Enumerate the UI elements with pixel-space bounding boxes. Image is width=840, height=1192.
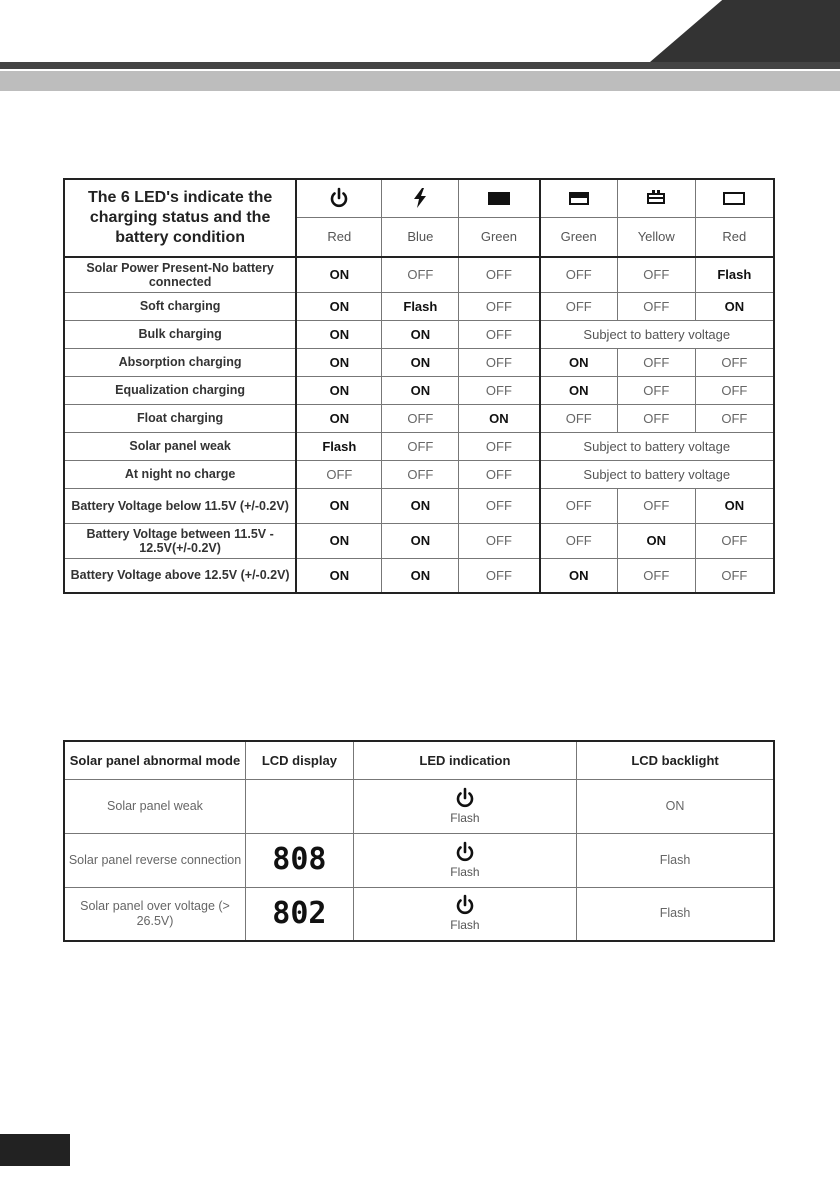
led-state-value: OFF [459,432,540,460]
charging-mode-label: Equalization charging [64,376,296,404]
lcd-display-cell [245,779,353,833]
led-icon-row [64,179,774,217]
led-state-value: OFF [617,292,695,320]
led-state-value: ON [459,404,540,432]
battery-empty-icon [723,192,745,205]
led-state-value: OFF [695,376,774,404]
led-state-value: ON [695,292,774,320]
led-icon-cell [540,179,618,217]
lcd-header: LCD backlight [577,741,774,779]
led-state-value: ON [296,558,382,593]
led-state-value: ON [296,376,382,404]
led-state-value: OFF [459,348,540,376]
lcd-header: LCD display [245,741,353,779]
led-color: Red [296,217,382,257]
lcd-table-row [64,779,774,833]
led-state-value: OFF [540,488,618,523]
led-state-value: Flash [296,432,382,460]
led-state-value: ON [296,320,382,348]
header-rule [0,62,840,69]
led-state-value: ON [617,523,695,558]
led-icon-cell [617,179,695,217]
led-state-value: OFF [382,432,459,460]
charging-mode-label: Battery Voltage above 12.5V (+/-0.2V) [64,558,296,593]
led-state-value: ON [382,376,459,404]
led-icon-cell [695,179,774,217]
lcd-header: Solar panel abnormal mode [64,741,245,779]
led-icon-cell [382,179,459,217]
led-state-value: ON [540,558,618,593]
led-state-value: ON [382,348,459,376]
led-state-value: OFF [617,488,695,523]
charging-mode-label: Solar Power Present-No battery connected [64,257,296,292]
led-color: Red [695,217,774,257]
battery-half-icon [647,193,665,204]
led-state-value: ON [382,320,459,348]
led-state-value: OFF [296,460,382,488]
lcd-header-row [64,741,774,779]
led-state-value: OFF [540,292,618,320]
led-status-table [63,178,775,594]
led-table-row [64,376,774,404]
charging-mode-label: At night no charge [64,460,296,488]
led-table-row [64,348,774,376]
power-icon [455,894,475,916]
charging-mode-label: Soft charging [64,292,296,320]
led-color: Green [540,217,618,257]
led-state-value: OFF [617,348,695,376]
led-state-value: OFF [617,558,695,593]
charging-mode-label: Solar panel weak [64,432,296,460]
abnormal-mode-label: Solar panel over voltage (> 26.5V) [64,887,245,941]
lcd-display-cell [245,833,353,887]
led-indication-cell [353,887,576,941]
power-icon [329,187,349,209]
charging-mode-label: Battery Voltage between 11.5V - 12.5V(+/-0.2V) [64,523,296,558]
charging-mode-label: Absorption charging [64,348,296,376]
led-state-value: OFF [695,558,774,593]
led-state-value: OFF [382,404,459,432]
led-indication-cell [353,833,576,887]
led-state-value: OFF [459,558,540,593]
header-band [0,71,840,91]
led-indication-text: Flash [450,918,480,933]
power-icon [455,841,475,863]
led-table-row [64,558,774,593]
led-state-value: OFF [695,348,774,376]
abnormal-mode-label: Solar panel weak [64,779,245,833]
led-state-value: ON [540,348,618,376]
led-state-value: OFF [382,257,459,292]
led-state-value: OFF [617,257,695,292]
lcd-segment-readout: 802 [272,895,327,931]
led-state-value: ON [296,488,382,523]
led-state-value: OFF [617,376,695,404]
led-table-row [64,404,774,432]
led-state-value: ON [382,488,459,523]
led-table-row [64,320,774,348]
battery-full-icon [488,192,510,205]
battery-top-icon [569,192,589,205]
led-state-value: ON [382,558,459,593]
led-state-value: OFF [459,376,540,404]
led-state-value: Flash [695,257,774,292]
led-state-value: ON [296,292,382,320]
lcd-display-cell [245,887,353,941]
led-state-value: ON [382,523,459,558]
led-state-value: OFF [459,460,540,488]
led-table-row [64,523,774,558]
led-state-span: Subject to battery voltage [540,432,774,460]
charging-mode-label: Float charging [64,404,296,432]
led-state-value: OFF [617,404,695,432]
led-indication-cell [353,779,576,833]
lcd-table-row [64,887,774,941]
led-state-value: OFF [459,320,540,348]
lcd-table-row [64,833,774,887]
lcd-segment-readout: 808 [272,842,327,877]
led-state-span: Subject to battery voltage [540,460,774,488]
led-color: Blue [382,217,459,257]
page-number-block [0,1134,70,1166]
charging-mode-label: Battery Voltage below 11.5V (+/-0.2V) [64,488,296,523]
led-state-value: OFF [540,257,618,292]
led-table-row [64,292,774,320]
led-state-value: ON [695,488,774,523]
led-color: Yellow [617,217,695,257]
led-table-row [64,488,774,523]
led-color: Green [459,217,540,257]
led-state-value: ON [540,376,618,404]
lcd-header: LED indication [353,741,576,779]
led-state-value: OFF [459,257,540,292]
charging-mode-label: Bulk charging [64,320,296,348]
led-table-row [64,460,774,488]
led-state-value: ON [296,257,382,292]
led-state-span: Subject to battery voltage [540,320,774,348]
abnormal-mode-label: Solar panel reverse connection [64,833,245,887]
lightning-icon [413,188,427,208]
lcd-backlight-value: Flash [577,833,774,887]
led-state-value: OFF [540,523,618,558]
power-icon [455,787,475,809]
led-state-value: OFF [540,404,618,432]
led-indication-text: Flash [450,810,480,825]
led-state-value: OFF [382,460,459,488]
led-icon-cell [296,179,382,217]
solar-abnormal-table [63,740,775,942]
led-state-value: ON [296,404,382,432]
led-state-value: OFF [459,523,540,558]
led-state-value: OFF [695,404,774,432]
led-state-value: OFF [459,488,540,523]
header-tab [650,0,840,62]
led-icon-cell [459,179,540,217]
led-state-value: Flash [382,292,459,320]
lcd-backlight-value: ON [577,779,774,833]
led-state-value: OFF [695,523,774,558]
led-table-title: The 6 LED's indicate the charging status and the battery condition [64,179,296,257]
led-state-value: OFF [459,292,540,320]
led-state-value: ON [296,348,382,376]
lcd-backlight-value: Flash [577,887,774,941]
led-table-row [64,257,774,292]
led-indication-text: Flash [450,864,480,879]
led-table-row [64,432,774,460]
led-state-value: ON [296,523,382,558]
